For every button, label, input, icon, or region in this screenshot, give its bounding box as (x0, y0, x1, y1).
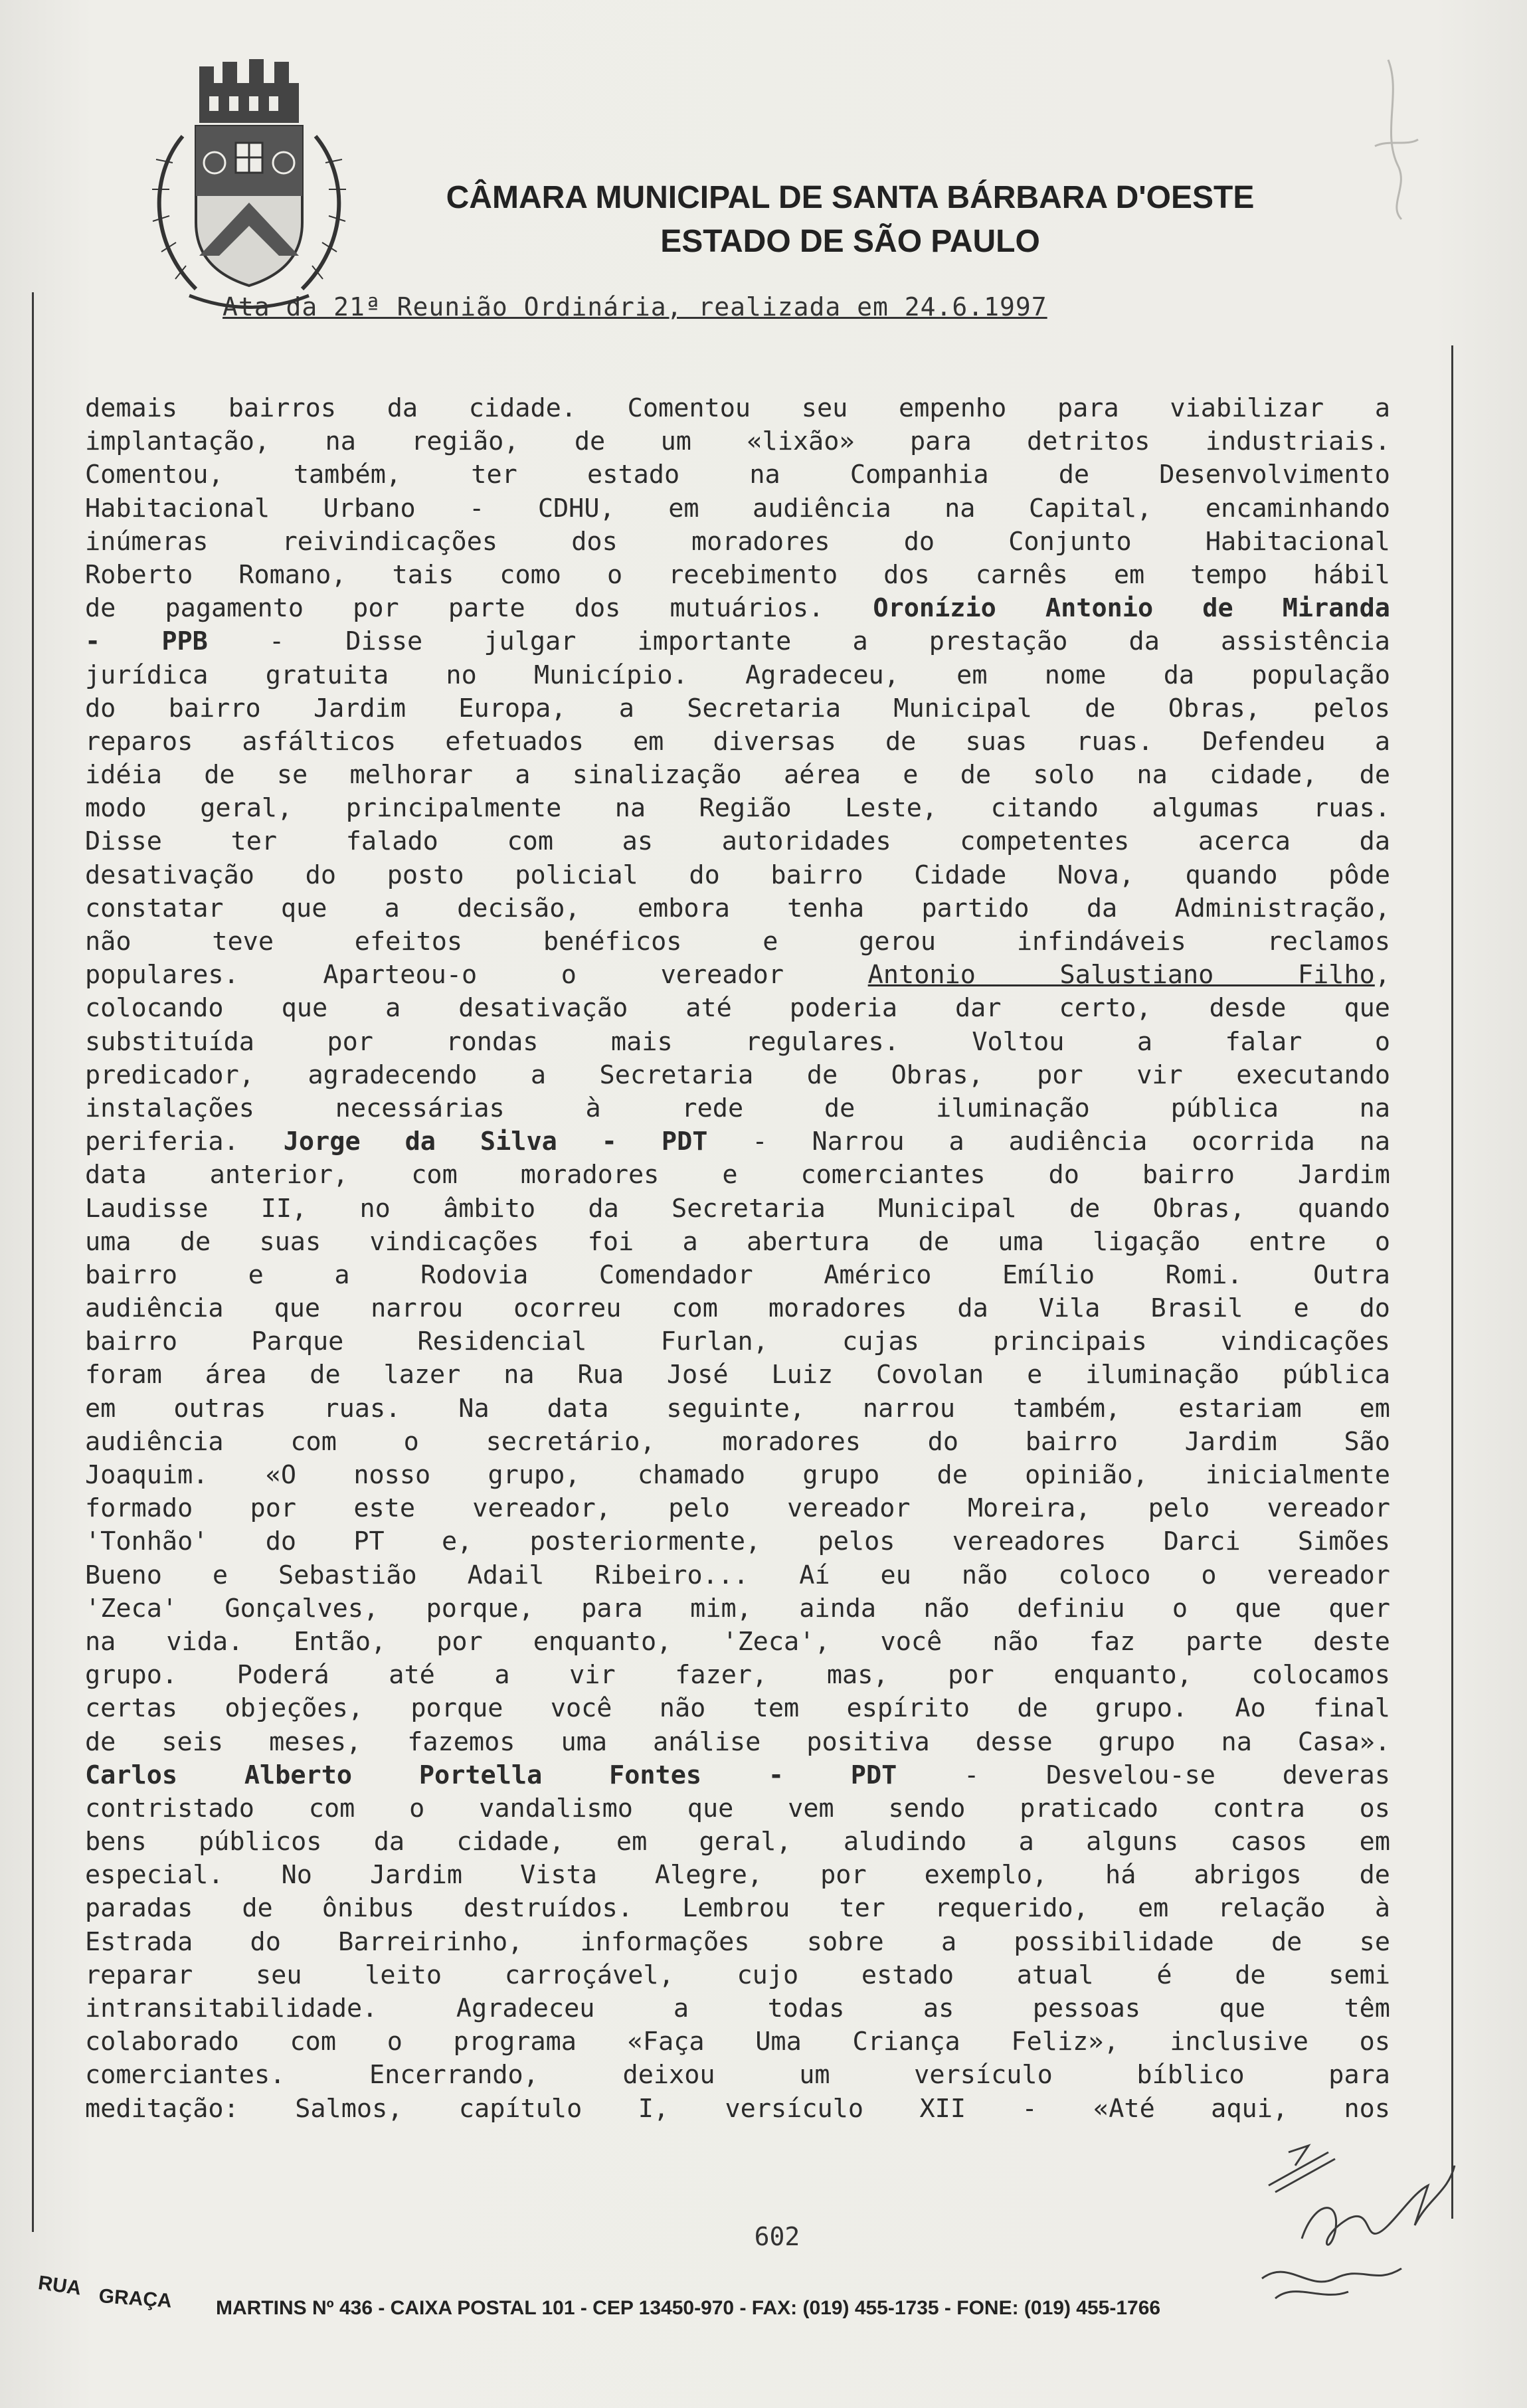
text-line: uma de suas vindicações foi a abertura de uma ligação entre o (85, 1226, 1390, 1257)
text-line (85, 592, 1390, 625)
text-line: reparar seu leito carroçável, cujo estado atual é de semi (85, 1960, 1390, 1990)
text-line: implantação, na região, de um «lixão» para detritos industriais. (85, 426, 1390, 457)
text-line: reparos asfálticos efetuados em diversas de suas ruas. Defendeu a (85, 726, 1390, 757)
minutes-body (85, 392, 1390, 2126)
text-segment: de pagamento por parte dos mutuários. (85, 593, 873, 624)
speaker-party: - PPB (85, 626, 208, 657)
text-segment: - Narrou a audiência ocorrida na (707, 1127, 1390, 1157)
text-line: bens públicos da cidade, em geral, aludindo a alguns casos em (85, 1827, 1390, 1857)
text-line: substituída por rondas mais regulares. Voltou a falar o (85, 1026, 1390, 1057)
text-line: foram área de lazer na Rua José Luiz Covolan e iluminação pública (85, 1360, 1390, 1390)
text-line: grupo. Poderá até a vir fazer, mas, por enquanto, colocamos (85, 1660, 1390, 1691)
text-line: Joaquim. «O nosso grupo, chamado grupo de opinião, inicialmente (85, 1460, 1390, 1490)
text-line (85, 1759, 1390, 1792)
text-line: comerciantes. Encerrando, deixou um versículo bíblico para (85, 2060, 1390, 2090)
text-segment: - Desvelou-se deveras (897, 1760, 1390, 1790)
chamber-title: CÂMARA MUNICIPAL DE SANTA BÁRBARA D'OESTE (446, 180, 1255, 215)
text-line: Estrada do Barreirinho, informações sobre a possibilidade de se (85, 1926, 1390, 1957)
handwritten-mark-icon (1362, 53, 1428, 226)
text-line: intransitabilidade. Agradeceu a todas as pessoas que têm (85, 1993, 1390, 2023)
text-line: instalações necessárias à rede de iluminação pública na (85, 1093, 1390, 1123)
text-line: Roberto Romano, tais como o recebimento dos carnês em tempo hábil (85, 559, 1390, 590)
text-line: certas objeções, porque você não tem espírito de grupo. Ao final (85, 1693, 1390, 1724)
text-line: especial. No Jardim Vista Alegre, por exemplo, há abrigos de (85, 1860, 1390, 1891)
text-segment: , (1374, 960, 1390, 990)
text-segment: populares. Aparteou-o o vereador (85, 960, 868, 990)
footer-street-name: GRAÇA (98, 2285, 173, 2312)
text-line: meditação: Salmos, capítulo I, versículo XII - «Até aqui, nos (85, 2093, 1390, 2124)
text-line: não teve efeitos benéficos e gerou infindáveis reclamos (85, 927, 1390, 957)
text-line: demais bairros da cidade. Comentou seu empenho para viabilizar a (85, 393, 1390, 423)
footer-street-prefix: RUA (37, 2272, 83, 2300)
text-line: colocando que a desativação até poderia dar certo, desde que (85, 993, 1390, 1024)
text-line: em outras ruas. Na data seguinte, narrou também, estariam em (85, 1393, 1390, 1424)
text-line (85, 1125, 1390, 1158)
text-line: do bairro Jardim Europa, a Secretaria Municipal de Obras, pelos (85, 693, 1390, 723)
text-line: constatar que a decisão, embora tenha partido da Administração, (85, 893, 1390, 923)
text-line: audiência que narrou ocorreu com moradores da Vila Brasil e do (85, 1293, 1390, 1324)
text-line: formado por este vereador, pelo vereador Moreira, pelo vereador (85, 1493, 1390, 1524)
text-line: Habitacional Urbano - CDHU, em audiência na Capital, encaminhando (85, 493, 1390, 523)
text-line: 'Tonhão' do PT e, posteriormente, pelos vereadores Darci Simões (85, 1527, 1390, 1557)
text-line: desativação do posto policial do bairro Cidade Nova, quando pôde (85, 860, 1390, 890)
text-line: jurídica gratuita no Município. Agradeceu, em nome da população (85, 660, 1390, 690)
text-segment: - Disse julgar importante a prestação da assistência (207, 626, 1390, 657)
text-line: bairro Parque Residencial Furlan, cujas principais vindicações (85, 1327, 1390, 1357)
text-segment: periferia. (85, 1127, 284, 1157)
underlined-name: Antonio Salustiano Filho (867, 960, 1375, 990)
coat-of-arms-icon (143, 56, 355, 319)
page-number: 602 (754, 2222, 800, 2251)
speaker-name: Carlos Alberto Portella Fontes - PDT (85, 1760, 897, 1790)
text-line: 'Zeca' Gonçalves, porque, para mim, ainda não definiu o que quer (85, 1593, 1390, 1623)
text-line: bairro e a Rodovia Comendador Américo Emílio Romi. Outra (85, 1259, 1390, 1290)
text-line: Disse ter falado com as autoridades competentes acerca da (85, 826, 1390, 857)
minutes-title: Ata da 21ª Reunião Ordinária, realizada em 24.6.1997 (223, 292, 1047, 322)
text-line (85, 959, 1390, 992)
text-line: audiência com o secretário, moradores do bairro Jardim São (85, 1426, 1390, 1457)
text-line: Comentou, também, ter estado na Companhia de Desenvolvimento (85, 460, 1390, 490)
state-subtitle: ESTADO DE SÃO PAULO (660, 224, 1040, 259)
text-line: de seis meses, fazemos uma análise positiva desse grupo na Casa». (85, 1726, 1390, 1757)
text-line: na vida. Então, por enquanto, 'Zeca', você não faz parte deste (85, 1626, 1390, 1657)
text-line: contristado com o vandalismo que vem sendo praticado contra os (85, 1793, 1390, 1823)
right-margin-rule (1451, 345, 1453, 2219)
text-line (85, 625, 1390, 658)
text-line: Laudisse II, no âmbito da Secretaria Municipal de Obras, quando (85, 1193, 1390, 1224)
text-line: data anterior, com moradores e comerciantes do bairro Jardim (85, 1160, 1390, 1190)
left-margin-rule (32, 292, 34, 2232)
text-line: predicador, agradecendo a Secretaria de Obras, por vir executando (85, 1060, 1390, 1090)
text-line: modo geral, principalmente na Região Leste, citando algumas ruas. (85, 793, 1390, 824)
speaker-name: Oronízio Antonio de Miranda (873, 593, 1390, 624)
footer-address: MARTINS Nº 436 - CAIXA POSTAL 101 - CEP 13450-970 - FAX: (019) 455-1735 - FONE: (019) 455-1766 (216, 2297, 1161, 2319)
text-line: inúmeras reivindicações dos moradores do Conjunto Habitacional (85, 526, 1390, 557)
text-line: idéia de se melhorar a sinalização aérea e de solo na cidade, de (85, 760, 1390, 790)
text-line: paradas de ônibus destruídos. Lembrou ter requerido, em relação à (85, 1893, 1390, 1924)
text-line: Bueno e Sebastião Adail Ribeiro... Aí eu não coloco o vereador (85, 1560, 1390, 1590)
footer (37, 2272, 1448, 2325)
text-line: colaborado com o programa «Faça Uma Criança Feliz», inclusive os (85, 2027, 1390, 2057)
speaker-name: Jorge da Silva - PDT (283, 1127, 708, 1157)
